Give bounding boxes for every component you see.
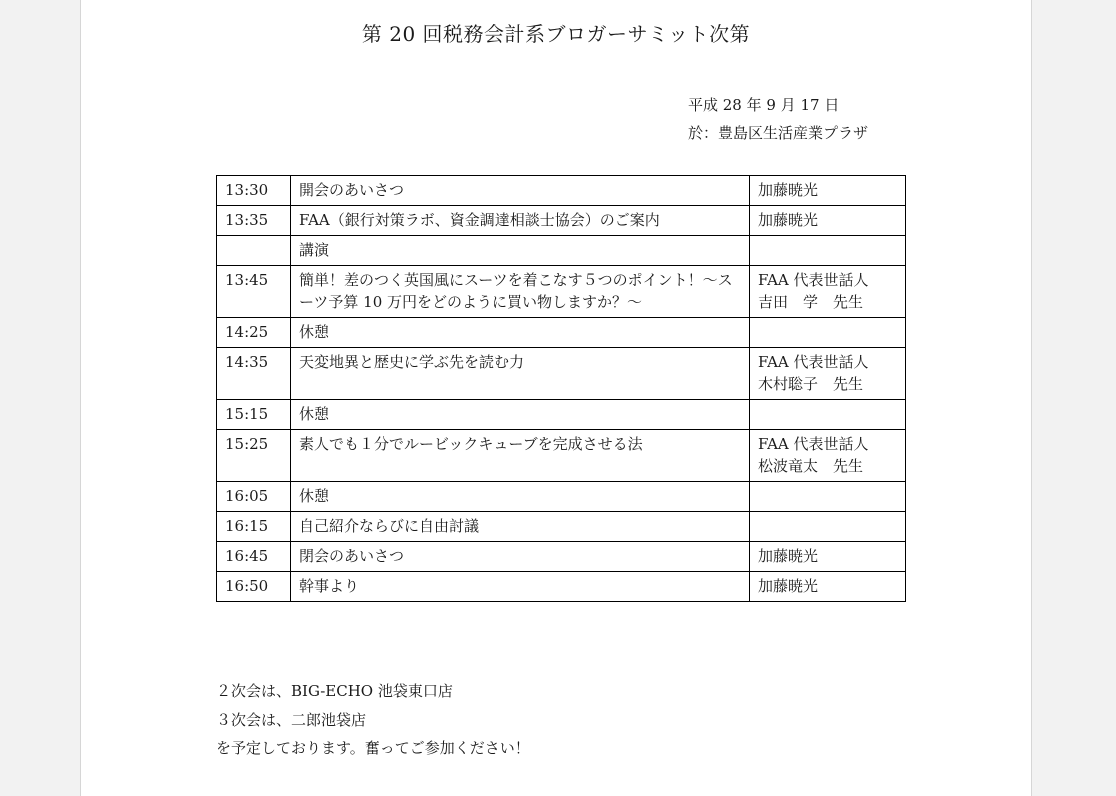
schedule-time: 15:15 [217,400,291,430]
speaker-line: 加藤暁光 [758,547,819,565]
schedule-time: 15:25 [217,430,291,482]
schedule-program: 素人でも１分でルービックキューブを完成させる法 [291,430,750,482]
schedule-row [217,266,906,318]
event-date: 平成 28 年 9 月 17 日 [688,96,840,114]
document-title: 第 20 回税務会計系ブロガーサミット次第 [361,22,751,46]
schedule-program: 開会のあいさつ [291,176,750,206]
schedule-time: 16:05 [217,482,291,512]
speaker-line: 加藤暁光 [758,211,819,229]
document-page [80,0,1032,796]
schedule-time: 13:30 [217,176,291,206]
schedule-time: 13:35 [217,206,291,236]
speaker-line: 加藤暁光 [758,181,819,199]
schedule-row [217,206,906,236]
schedule-program: 天変地異と歴史に学ぶ先を読む力 [291,348,750,400]
schedule-speaker [750,176,906,206]
speaker-line: FAA 代表世話人 [758,435,869,453]
schedule-time: 16:50 [217,572,291,602]
schedule-program: FAA（銀行対策ラボ、資金調達相談士協会）のご案内 [291,206,750,236]
schedule-speaker [750,318,906,348]
schedule-row [217,482,906,512]
schedule-row [217,176,906,206]
footer-line: ３次会は、二郎池袋店 [216,710,367,729]
schedule-row [217,318,906,348]
schedule-speaker [750,236,906,266]
schedule-row [217,400,906,430]
speaker-line: 木村聡子 先生 [758,375,864,393]
schedule-speaker [750,482,906,512]
schedule-program: 休憩 [291,482,750,512]
schedule-time: 14:25 [217,318,291,348]
speaker-line: 松波竜太 先生 [758,457,864,475]
schedule-row [217,542,906,572]
schedule-program: 簡単！差のつく英国風にスーツを着こなす５つのポイント！～スーツ予算 10 万円をどのように買い物しますか？～ [291,266,750,318]
schedule-speaker [750,512,906,542]
schedule-time [217,236,291,266]
schedule-time: 16:15 [217,512,291,542]
speaker-line: FAA 代表世話人 [758,271,869,289]
schedule-row [217,236,906,266]
speaker-line: 加藤暁光 [758,577,819,595]
schedule-program: 休憩 [291,318,750,348]
footer-notes [216,677,530,763]
schedule-body [217,176,906,602]
schedule-time: 14:35 [217,348,291,400]
schedule-row [217,572,906,602]
schedule-program: 自己紹介ならびに自由討議 [291,512,750,542]
speaker-line: 吉田 学 先生 [758,293,864,311]
schedule-program: 休憩 [291,400,750,430]
schedule-time: 13:45 [217,266,291,318]
footer-line: ２次会は、BIG-ECHO 池袋東口店 [216,682,453,700]
schedule-speaker [750,266,906,318]
speaker-line: FAA 代表世話人 [758,353,869,371]
schedule-program: 閉会のあいさつ [291,542,750,572]
schedule-speaker [750,542,906,572]
schedule-program: 講演 [291,236,750,266]
schedule-speaker [750,400,906,430]
event-venue: 於：豊島区生活産業プラザ [688,124,869,142]
schedule-speaker [750,572,906,602]
schedule-row [217,430,906,482]
schedule-speaker [750,348,906,400]
schedule-program: 幹事より [291,572,750,602]
schedule-row [217,512,906,542]
schedule-time: 16:45 [217,542,291,572]
schedule-speaker [750,430,906,482]
footer-line: を予定しております。奮ってご参加ください！ [216,739,530,757]
schedule-table [216,175,906,602]
schedule-speaker [750,206,906,236]
schedule-row [217,348,906,400]
